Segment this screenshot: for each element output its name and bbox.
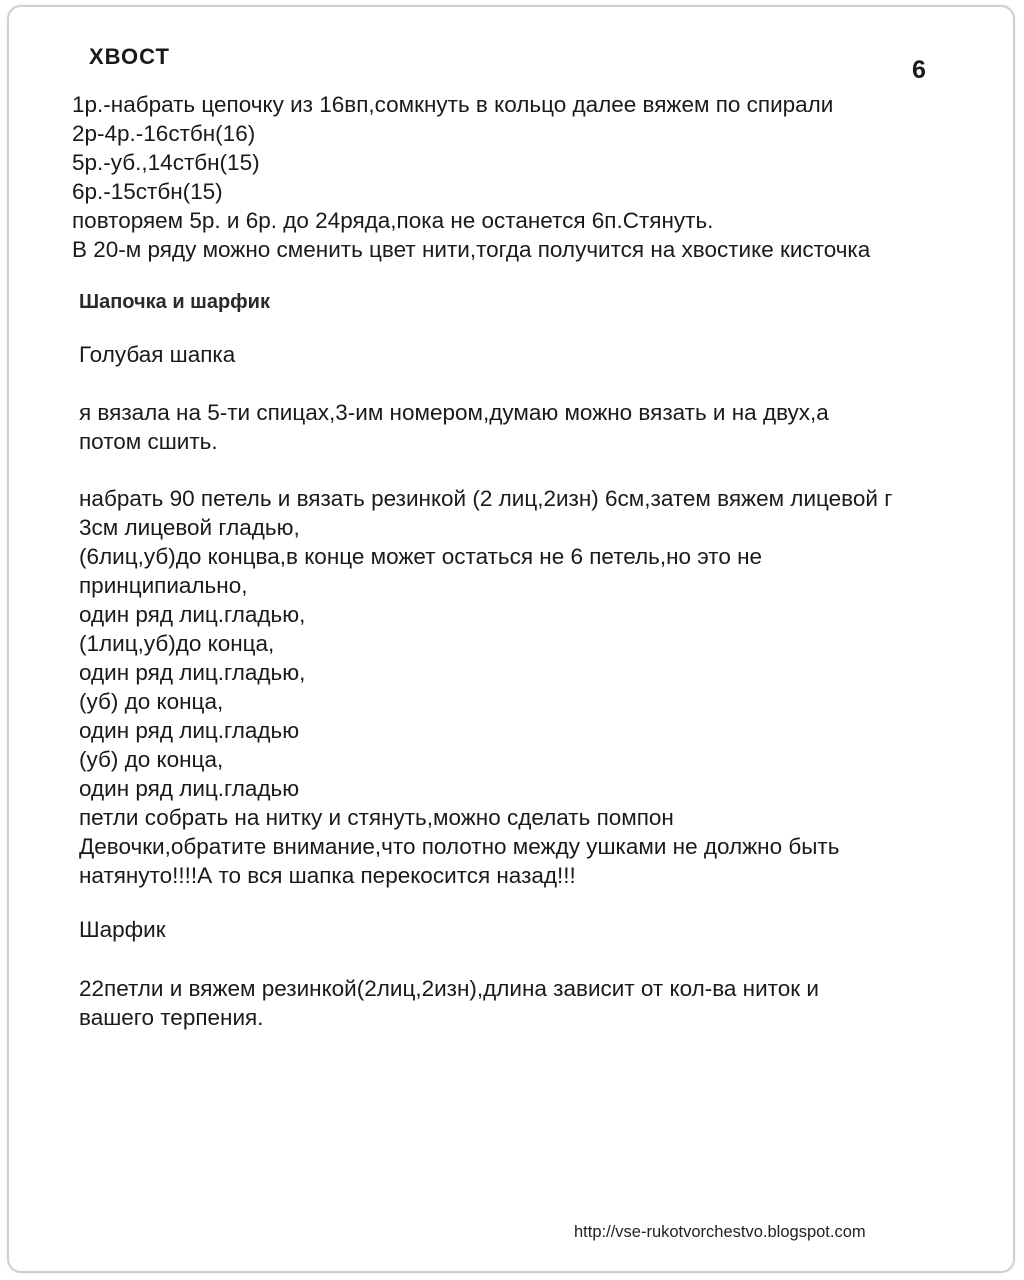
tail-instructions xyxy=(72,90,870,264)
text-line: потом сшить. xyxy=(79,429,218,454)
text-line: вашего терпения. xyxy=(79,1005,264,1030)
page-title: ХВОСТ xyxy=(89,44,170,69)
text-line: 1р.-набрать цепочку из 16вп,сомкнуть в кольцо далее вяжем по спирали xyxy=(72,92,834,117)
source-url: http://vse-rukotvorchestvo.blogspot.com xyxy=(574,1223,866,1241)
text-line: (1лиц,уб)до конца, xyxy=(79,631,275,656)
text-line: Девочки,обратите внимание,что полотно между ушками не должно быть xyxy=(79,834,840,859)
text-line: один ряд лиц.гладью xyxy=(79,718,300,743)
hat-steps xyxy=(79,484,892,890)
text-line: 2р-4р.-16стбн(16) xyxy=(72,121,256,146)
text-line: принципиально, xyxy=(79,573,248,598)
section-heading: Шапочка и шарфик xyxy=(79,291,270,313)
page-number: 6 xyxy=(912,56,926,84)
text-line: В 20-м ряду можно сменить цвет нити,тогда получится на хвостике кисточка xyxy=(72,237,871,262)
scarf-title: Шарфик xyxy=(79,917,166,942)
text-line: один ряд лиц.гладью, xyxy=(79,660,306,685)
text-line: 5р.-уб.,14стбн(15) xyxy=(72,150,260,175)
text-line: набрать 90 петель и вязать резинкой (2 лиц,2изн) 6см,затем вяжем лицевой г xyxy=(79,486,893,511)
hat-title: Голубая шапка xyxy=(79,342,236,367)
text-line: 22петли и вяжем резинкой(2лиц,2изн),длина зависит от кол-ва ниток и xyxy=(79,976,819,1001)
text-line: я вязала на 5-ти спицах,3-им номером,думаю можно вязать и на двух,а xyxy=(79,400,829,425)
text-line: повторяем 5р. и 6р. до 24ряда,пока не останется 6п.Стянуть. xyxy=(72,208,714,233)
text-line: 3см лицевой гладью, xyxy=(79,515,300,540)
text-line: натянуто!!!!А то вся шапка перекосится назад!!! xyxy=(79,863,576,888)
hat-intro xyxy=(79,398,829,456)
scarf-text xyxy=(79,974,819,1032)
text-line: (уб) до конца, xyxy=(79,689,224,714)
text-line: 6р.-15стбн(15) xyxy=(72,179,223,204)
text-line: (уб) до конца, xyxy=(79,747,224,772)
text-line: один ряд лиц.гладью xyxy=(79,776,300,801)
text-line: (6лиц,уб)до концва,в конце может остаться не 6 петель,но это не xyxy=(79,544,763,569)
text-line: петли собрать на нитку и стянуть,можно сделать помпон xyxy=(79,805,674,830)
text-line: один ряд лиц.гладью, xyxy=(79,602,306,627)
